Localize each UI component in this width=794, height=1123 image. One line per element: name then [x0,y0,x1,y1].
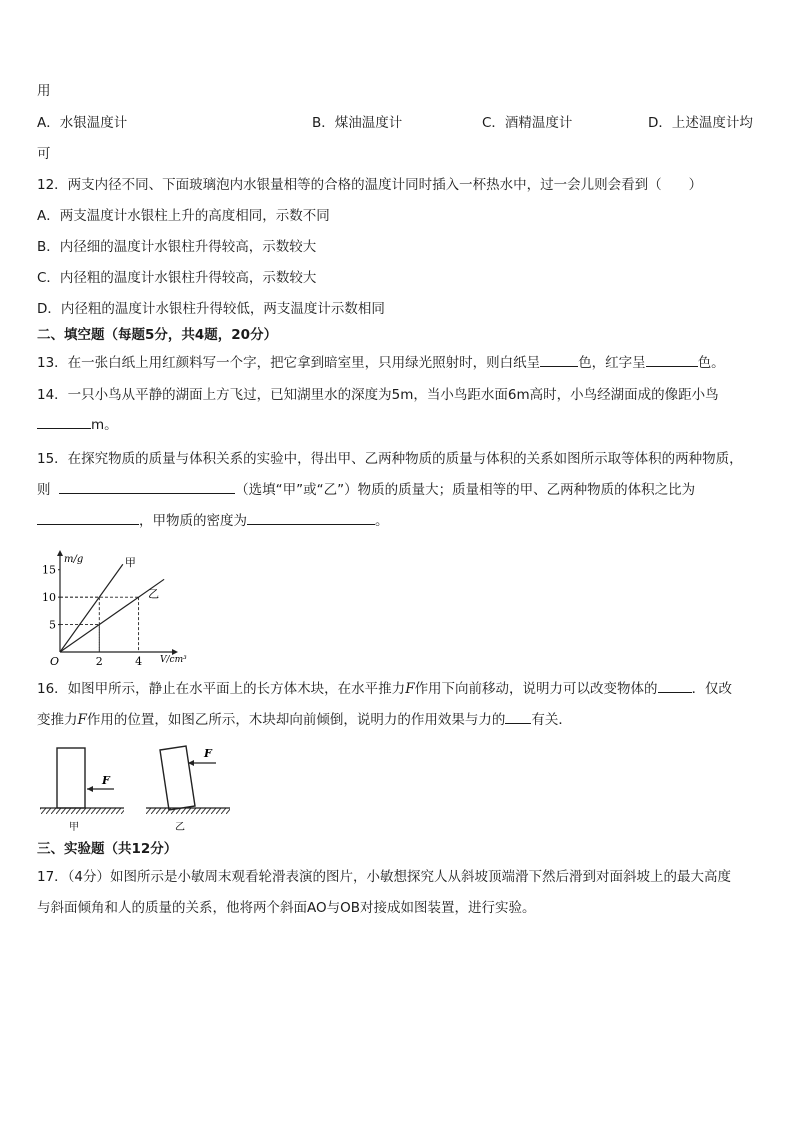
q13 [37,354,725,372]
wooden-block-jia [57,748,85,808]
q15-text-then: 则 [37,482,51,498]
q11-option-c: C．酒精温度计 [482,115,573,131]
q11-option-b: B．煤油温度计 [312,115,403,131]
q13-text-2: 色，红字呈 [578,355,646,371]
series-label-jia: 甲 [124,556,136,570]
y-tick-label-10: 10 [42,591,56,605]
q12-option-c: C．内径粗的温度计水银柱升得较高，示数较大 [37,270,317,286]
q14-blank-distance[interactable] [37,416,91,429]
q12-stem: 12．两支内径不同、下面玻璃泡内水银量相等的合格的温度计同时插入一杯热水中，过一会儿则会看到（ ） [37,177,703,193]
q14-unit: m。 [91,417,118,433]
wooden-block-yi-tilted [160,746,195,810]
y-tick-label-5: 5 [49,618,56,632]
q16-text-3: ．仅改 [691,681,733,697]
ground-hatching-yi [146,808,230,814]
q11-option-d: D．上述温度计均 [648,115,753,131]
q17-stem-line-1: 17．（4分）如图所示是小敏周末观看轮滑表演的图片，小敏想探究人从斜坡顶端滑下然后滑到对面斜坡上的最大高度 [37,869,732,885]
q16-text-6: 有关． [531,712,572,728]
y-axis-label: m/g [64,554,84,565]
figure-yi [146,746,230,833]
section-2-heading: 二、填空题（每题5分，共4题，20分） [37,327,278,343]
force-arrowhead-jia [87,786,93,792]
y-tick-label-15: 15 [42,563,56,577]
q15-text-end: 。 [375,513,389,529]
q15-line-3 [37,512,389,530]
y-axis-arrowhead [57,550,63,556]
q13-text-1: 13．在一张白纸上用红颜料写一个字，把它拿到暗室里，只用绿光照射时，则白纸呈 [37,355,541,371]
figure-jia [40,748,124,833]
x-tick-label-4: 4 [135,655,143,668]
force-label-jia: F [102,774,110,787]
q12-option-d: D．内径粗的温度计水银柱升得较低，两支温度计示数相同 [37,301,385,317]
q16-force-symbol: F [405,681,415,697]
q13-text-3: 色。 [697,355,725,371]
q16-text-4: 变推力 [37,712,78,728]
q15-stem: 15．在探究物质的质量与体积关系的实验中，得出甲、乙两种物质的质量与体积的关系如图所示取等体积的两种物质， [37,451,743,467]
ground-hatching-jia [40,808,124,814]
q12-option-a: A．两支温度计水银柱上升的高度相同，示数不同 [37,208,330,224]
q15-blank-heavier[interactable] [59,481,235,494]
origin-label: O [50,655,60,668]
q14-stem: 14．一只小鸟从平静的湖面上方飞过，已知湖里水的深度为5m，当小鸟距水面6m高时，小鸟经湖面成的像距小鸟 [37,387,719,403]
q12-option-b: B．内径细的温度计水银柱升得较高，示数较大 [37,239,317,255]
q16-text-2: 作用下向前移动，说明力可以改变物体的 [414,681,658,697]
q16-text-1: 16．如图甲所示，静止在水平面上的长方体木块，在水平推力 [37,681,406,697]
x-axis-label: V/cm³ [160,655,187,665]
q15-blank-density[interactable] [247,512,375,525]
q16-force-symbol-2: F [77,712,87,728]
q16-blank-factor[interactable] [505,711,531,724]
q16-blank-motion-state[interactable] [658,680,692,693]
q13-blank-paper-color[interactable] [540,354,578,367]
q16-line-2 [37,711,572,729]
q15-text-density: ，甲物质的密度为 [139,513,247,529]
mass-volume-chart [30,550,187,670]
q13-blank-letter-color[interactable] [646,354,698,367]
q15-blank-volume-ratio[interactable] [37,512,139,525]
figure-label-yi: 乙 [175,822,185,833]
q14-answer-line [37,416,118,434]
block-push-figures [36,742,236,834]
series-label-yi: 乙 [148,587,160,601]
q15-line-2 [37,481,695,499]
q11-stem-continuation: 用 [37,83,51,99]
q16-text-5: 作用的位置，如图乙所示，木块却向前倾倒，说明力的作用效果与力的 [86,712,506,728]
series-line-jia [60,564,123,652]
q11-option-a: A．水银温度计 [37,115,128,131]
q17-stem-line-2: 与斜面倾角和人的质量的关系，他将两个斜面AO与OB对接成如图装置，进行实验。 [37,900,536,916]
q16-line-1 [37,680,732,698]
section-3-heading: 三、实验题（共12分） [37,841,178,857]
q11-option-d-continuation: 可 [37,146,51,162]
x-tick-label-2: 2 [95,655,103,668]
force-label-yi: F [204,747,212,760]
figure-label-jia: 甲 [69,822,79,833]
q15-text-choice: （选填“甲”或“乙”）物质的质量大；质量相等的甲、乙两种物质的体积之比为 [235,482,696,498]
